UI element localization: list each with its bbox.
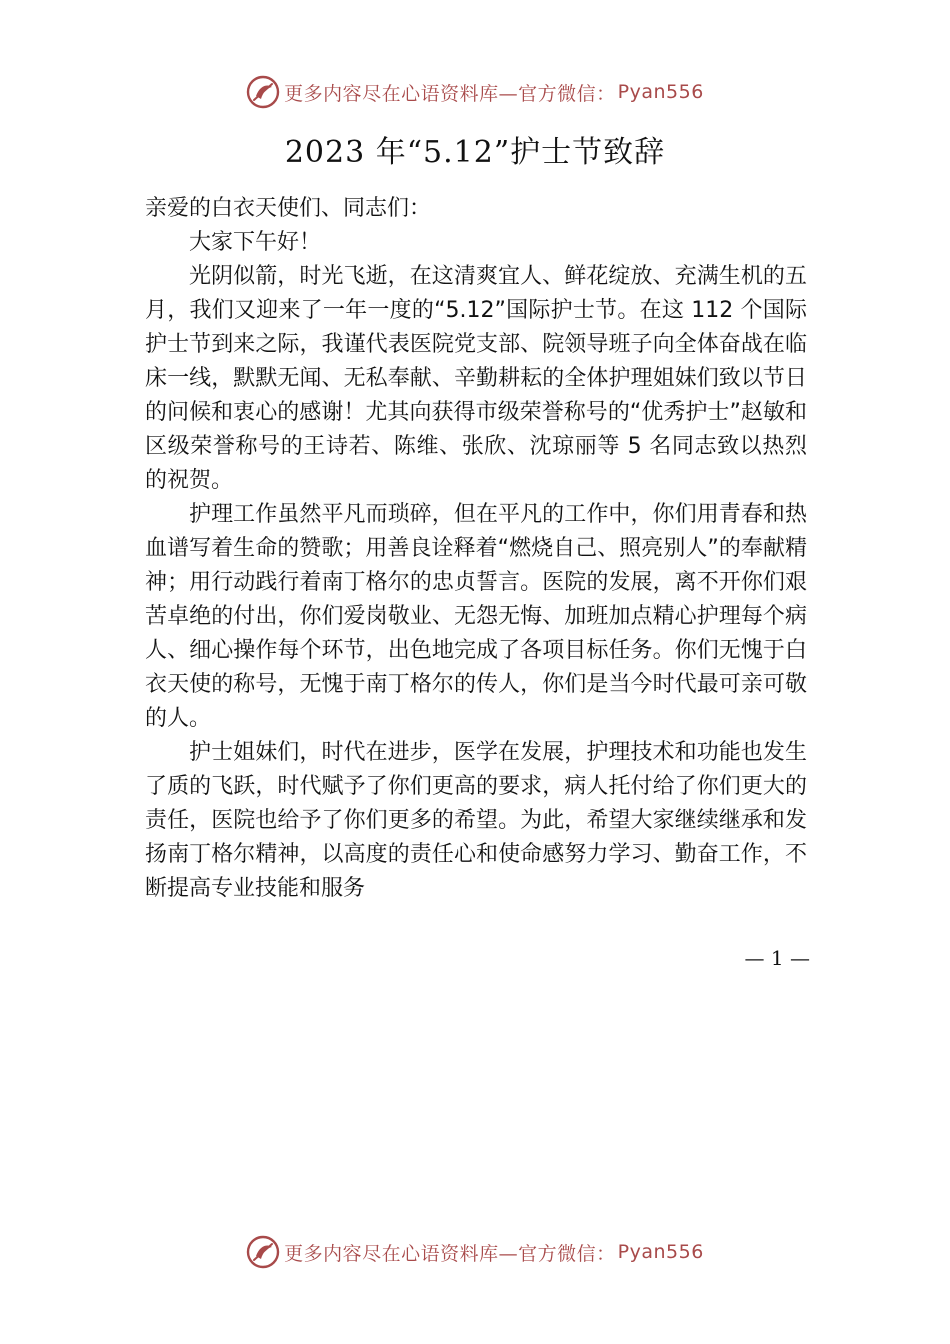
greeting: 大家下午好！ <box>189 230 322 255</box>
paragraph-2: 护理工作虽然平凡而琐碎，但在平凡的工作中，你们用青春和热血谱写着生命的赞歌；用善良诠释着“燃烧自己、照亮别人”的奉献精神；用行动践行着南丁格尔的忠贞誓言。医院的发展，离不开你们艰苦卓绝的付出，你们爱岗敬业、无怨无悔、加班加点精心护理每个病人、细心操作每个环节，出色地完成了各项目标任务。你们无愧于白衣天使的称号，无愧于南丁格尔的传人，你们是当今时代最可亲可敬的人。 <box>145 502 807 731</box>
watermark-footer <box>0 1232 950 1272</box>
watermark-wechat-id: Pyan556 <box>617 81 704 103</box>
watermark-text: 更多内容尽在心语资料库—官方微信： <box>284 1242 616 1265</box>
document-title: 2023 年“5.12”护士节致辞 <box>284 135 666 170</box>
watermark-header <box>0 72 950 112</box>
page-number: — 1 — <box>744 946 810 970</box>
circular-seal-logo-icon <box>246 1235 280 1269</box>
paragraph-3: 护士姐妹们，时代在进步，医学在发展，护理技术和功能也发生了质的飞跃，时代赋予了你们更高的要求，病人托付给了你们更大的责任，医院也给予了你们更多的希望。为此，希望大家继续继承和发扬南丁格尔精神，以高度的责任心和使命感努力学习、勤奋工作，不断提高专业技能和服务 <box>145 740 807 901</box>
salutation: 亲爱的白衣天使们、同志们： <box>145 196 432 221</box>
circular-seal-logo-icon <box>246 75 280 109</box>
watermark-wechat-id: Pyan556 <box>617 1241 704 1263</box>
watermark-text: 更多内容尽在心语资料库—官方微信： <box>284 82 616 105</box>
paragraph-1: 光阴似箭，时光飞逝，在这清爽宜人、鲜花绽放、充满生机的五月，我们又迎来了一年一度的“5.12”国际护士节。在这 112 个国际护士节到来之际，我谨代表医院党支部、院领导班子向全体奋战在临床一线，默默无闻、无私奉献、辛勤耕耘的全体护理姐妹们致以节日的问候和衷心的感谢！尤其向获得市级荣誉称号的“优秀护士”赵敏和区级荣誉称号的王诗若、陈维、张欣、沈琼丽等 5 名同志致以热烈的祝贺。 <box>145 264 807 493</box>
document-body <box>145 192 807 906</box>
